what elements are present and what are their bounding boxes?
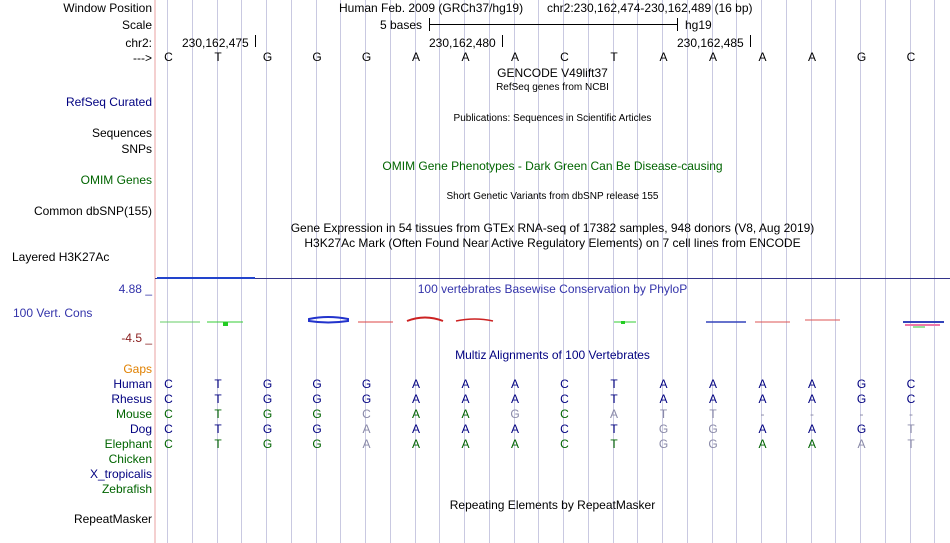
omim-track-desc: OMIM Gene Phenotypes - Dark Green Can Be Disease-causing: [382, 159, 723, 173]
human-base: C: [560, 377, 569, 391]
human-base: A: [659, 377, 668, 391]
dog-base: G: [708, 422, 718, 436]
reference-base: A: [659, 50, 668, 64]
gtex-track-desc: Gene Expression in 54 tissues from GTEx RNA-seq of 17382 samples, 948 donors (V8, Aug 2019): [290, 221, 815, 235]
elephant-base: A: [758, 437, 767, 451]
vert-cons-label[interactable]: 100 Vert. Cons: [13, 306, 93, 320]
window-position-label: Window Position: [63, 1, 152, 15]
human-base: A: [461, 377, 470, 391]
elephant-base: A: [510, 437, 519, 451]
cons-mark: [223, 322, 228, 326]
rhesus-base: A: [807, 392, 816, 406]
reference-base: G: [262, 50, 273, 64]
reference-base: A: [708, 50, 717, 64]
dog-base: A: [758, 422, 767, 436]
cons-mark: [621, 321, 625, 324]
mouse-base: T: [659, 407, 668, 421]
reference-base: C: [560, 50, 569, 64]
human-base: A: [510, 377, 519, 391]
cons-mark: [456, 319, 493, 321]
scale-label: Scale: [121, 18, 152, 32]
zebrafish-label[interactable]: Zebrafish: [101, 482, 152, 496]
human-base: A: [411, 377, 420, 391]
reference-base: G: [361, 50, 372, 64]
chr-label: chr2:: [125, 36, 152, 50]
reference-base: C: [906, 50, 916, 64]
mouse-base: A: [411, 407, 420, 421]
mouse-base: -: [909, 407, 913, 421]
h3k27ac-track-desc: H3K27Ac Mark (Often Found Near Active Regulatory Elements) on 7 cell lines from ENCODE: [304, 236, 801, 250]
reference-base: C: [164, 50, 173, 64]
dog-base: T: [214, 422, 222, 436]
human-base: A: [758, 377, 767, 391]
rhesus-base: G: [312, 392, 322, 406]
human-base: T: [610, 377, 618, 391]
elephant-base: A: [857, 437, 866, 451]
rhesus-base: A: [659, 392, 668, 406]
reference-base: A: [411, 50, 420, 64]
reference-base: T: [610, 50, 618, 64]
window-position-value: chr2:230,162,474-230,162,489 (16 bp): [547, 1, 753, 15]
elephant-base: A: [461, 437, 470, 451]
repeatmasker-track-desc: Repeating Elements by RepeatMasker: [449, 498, 656, 512]
cons-mark: [309, 317, 348, 323]
ruler-pos-3: 230,162,485: [677, 36, 744, 50]
human-base: A: [708, 377, 717, 391]
dog-base: G: [312, 422, 322, 436]
human-base: C: [164, 377, 173, 391]
mouse-base: C: [362, 407, 371, 421]
rhesus-base: G: [361, 392, 372, 406]
gencode-track-title[interactable]: GENCODE V49lift37: [497, 66, 608, 80]
dog-base: A: [510, 422, 519, 436]
reference-base: G: [312, 50, 322, 64]
elephant-base: C: [164, 437, 173, 451]
mouse-base: -: [859, 407, 864, 421]
human-base: T: [214, 377, 222, 391]
ruler-pos-2: 230,162,480: [429, 36, 496, 50]
human-base: G: [312, 377, 322, 391]
rhesus-base: A: [758, 392, 767, 406]
rhesus-base: C: [164, 392, 173, 406]
dog-base: T: [907, 422, 915, 436]
cons-mark: [407, 318, 443, 322]
reference-base: A: [510, 50, 519, 64]
human-base: G: [361, 377, 372, 391]
publications-track-desc: Publications: Sequences in Scientific Articles: [453, 113, 652, 124]
mouse-base: A: [461, 407, 470, 421]
scale-text: 5 bases: [380, 18, 423, 32]
reference-base: A: [758, 50, 767, 64]
elephant-base: A: [807, 437, 816, 451]
rhesus-base: G: [262, 392, 273, 406]
phylop-track-desc: 100 vertebrates Basewise Conservation by PhyloP: [417, 282, 688, 296]
rhesus-label[interactable]: Rhesus: [111, 392, 152, 406]
dog-base: A: [461, 422, 470, 436]
mouse-base: G: [312, 407, 322, 421]
xtropicalis-label[interactable]: X_tropicalis: [89, 467, 152, 481]
human-label[interactable]: Human: [113, 377, 152, 391]
elephant-base: G: [312, 437, 322, 451]
dog-base: C: [560, 422, 569, 436]
omim-genes-label[interactable]: OMIM Genes: [80, 173, 152, 187]
rhesus-base: A: [411, 392, 420, 406]
multiz-track-desc: Multiz Alignments of 100 Vertebrates: [455, 348, 650, 362]
human-base: C: [906, 377, 916, 391]
human-base: G: [262, 377, 273, 391]
elephant-label[interactable]: Elephant: [104, 437, 152, 451]
snps-label[interactable]: SNPs: [121, 142, 152, 156]
elephant-base: A: [411, 437, 420, 451]
dbsnp-track-desc: Short Genetic Variants from dbSNP release 155: [446, 191, 659, 202]
human-base: A: [807, 377, 816, 391]
mouse-base: A: [609, 407, 618, 421]
dog-base: A: [362, 422, 371, 436]
dog-base: G: [856, 422, 867, 436]
dog-label[interactable]: Dog: [129, 422, 152, 436]
mouse-base: G: [262, 407, 273, 421]
mouse-base: C: [560, 407, 569, 421]
rhesus-base: A: [708, 392, 717, 406]
refseq-curated-label[interactable]: RefSeq Curated: [65, 95, 152, 109]
rhesus-base: A: [461, 392, 470, 406]
rhesus-base: C: [560, 392, 569, 406]
elephant-base: G: [262, 437, 273, 451]
mouse-base: -: [810, 407, 814, 421]
rhesus-base: C: [906, 392, 916, 406]
mouse-base: G: [510, 407, 520, 421]
elephant-base: G: [708, 437, 718, 451]
strand-label: --->: [133, 51, 152, 65]
mouse-base: -: [760, 407, 765, 421]
elephant-base: A: [362, 437, 371, 451]
mouse-base: T: [214, 407, 222, 421]
dog-base: G: [262, 422, 273, 436]
scale-db: hg19: [685, 18, 712, 32]
chicken-label[interactable]: Chicken: [108, 452, 152, 466]
dog-base: A: [411, 422, 420, 436]
elephant-base: C: [560, 437, 569, 451]
human-base: G: [856, 377, 867, 391]
gaps-label[interactable]: Gaps: [123, 362, 152, 376]
dog-base: C: [164, 422, 173, 436]
mouse-base: T: [709, 407, 717, 421]
reference-base: G: [856, 50, 867, 64]
common-dbsnp-label[interactable]: Common dbSNP(155): [33, 204, 152, 218]
rhesus-base: T: [214, 392, 222, 406]
sequences-label[interactable]: Sequences: [91, 126, 152, 140]
elephant-base: G: [658, 437, 669, 451]
reference-base: A: [807, 50, 816, 64]
dog-base: A: [807, 422, 816, 436]
cons-min-label: -4.5 _: [121, 331, 152, 345]
reference-base: A: [461, 50, 470, 64]
refseq-track-desc: RefSeq genes from NCBI: [496, 82, 609, 93]
repeatmasker-label[interactable]: RepeatMasker: [73, 512, 152, 526]
dog-base: G: [658, 422, 669, 436]
mouse-label[interactable]: Mouse: [115, 407, 152, 421]
cons-max-label: 4.88 _: [118, 282, 152, 296]
ruler-pos-1: 230,162,475: [182, 36, 249, 50]
reference-base: T: [214, 50, 222, 64]
dog-base: T: [610, 422, 618, 436]
layered-h3k27ac-label[interactable]: Layered H3K27Ac: [12, 250, 110, 264]
assembly-title: Human Feb. 2009 (GRCh37/hg19): [339, 1, 524, 15]
rhesus-base: G: [856, 392, 867, 406]
elephant-base: T: [610, 437, 618, 451]
elephant-base: T: [907, 437, 915, 451]
elephant-base: T: [214, 437, 222, 451]
rhesus-base: A: [510, 392, 519, 406]
rhesus-base: T: [610, 392, 618, 406]
mouse-base: C: [164, 407, 173, 421]
